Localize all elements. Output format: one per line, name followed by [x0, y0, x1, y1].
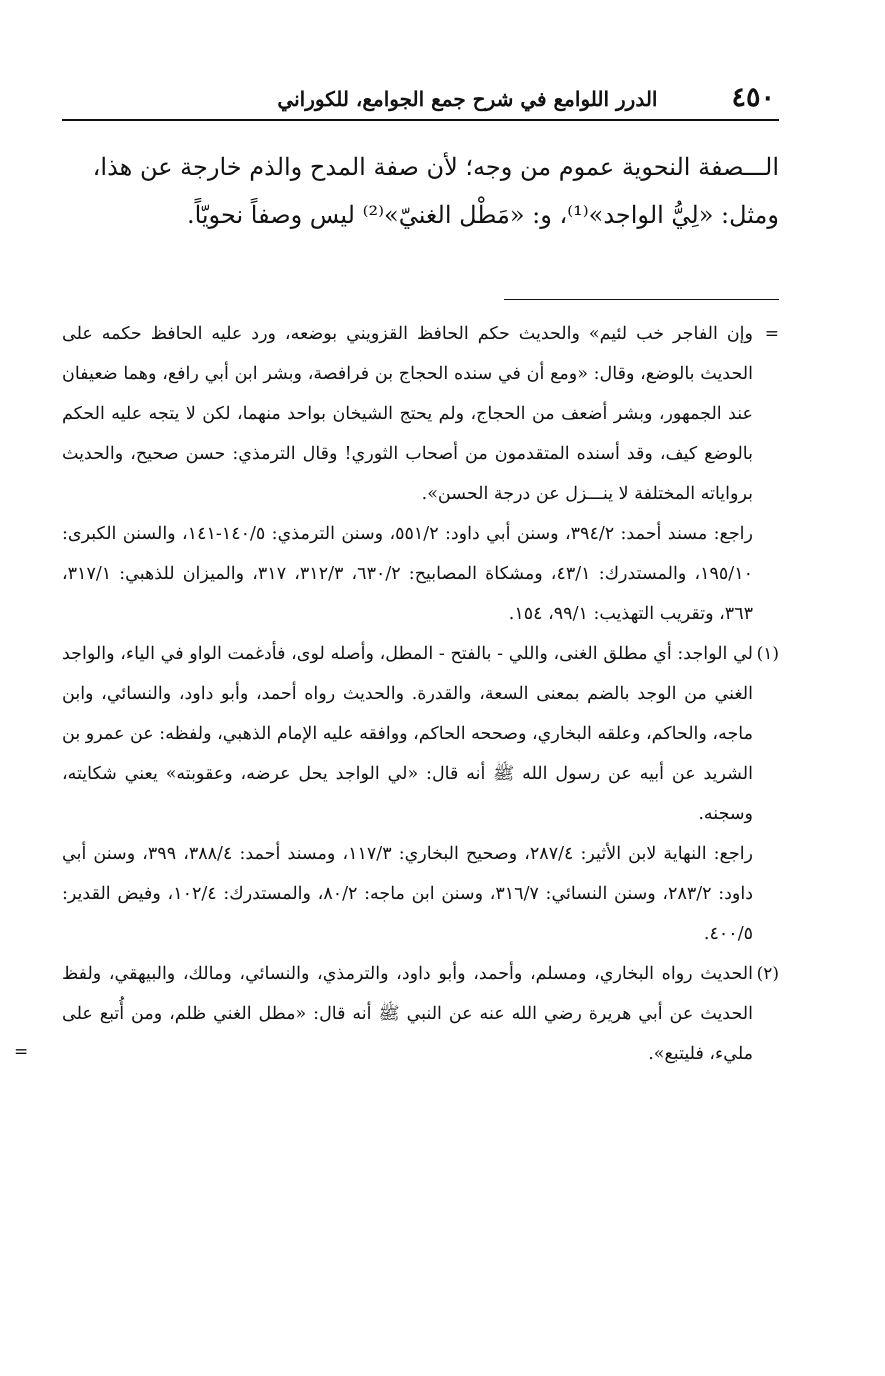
- footnote-marker: (٢): [756, 964, 779, 984]
- footnote-marker: =: [764, 324, 779, 344]
- footnote-paragraph: راجع: النهاية لابن الأثير: ٢٨٧/٤، وصحيح البخاري: ١١٧/٣، ومسند أحمد: ٣٨٨/٤، ٣٩٩، وسنن أبي داود: ٢٨٣/٢، وسنن النسائي: ٣١٦/٧، وسنن ابن ماجه: ٨٠/٢، والمستدرك: ١٠٢/٤، وفيض القدير: ٤٠٠/٥.: [62, 844, 754, 944]
- continuation-mark: =: [14, 1042, 29, 1062]
- footnote-continued: [62, 314, 779, 634]
- page-header: [62, 82, 779, 121]
- running-title: الدرر اللوامع في شرح جمع الجوامع، للكوراني: [277, 87, 658, 111]
- footnote-paragraph: راجع: مسند أحمد: ٣٩٤/٢، وسنن أبي داود: ٥٥١/٢، وسنن الترمذي: ١٤٠/٥-١٤١، والسنن الكبرى: ١٩٥/١٠، والمستدرك: ٤٣/١، ومشكاة المصابيح: ٦٣٠/٢، ٣١٢/٣، ٣١٧، والميزان للذهبي: ٣١٧/١، ٣٦٣، وتقريب التهذيب: ٩٩/١، ١٥٤.: [62, 524, 753, 624]
- page-number: ٤٥٠: [731, 82, 775, 113]
- book-page: [14, 82, 779, 1074]
- main-text-line: الـــصفة النحوية عموم من وجه؛ لأن صفة المدح والذم خارجة عن هذا،: [92, 153, 779, 181]
- main-text-line: ومثل: «لِيُّ الواجد»⁽¹⁾، و: «مَطْل الغنيّ»⁽²⁾ ليس وصفاً نحويّاً.: [186, 201, 779, 229]
- main-text: [62, 143, 779, 239]
- footnote-paragraph: لي الواجد: أي مطلق الغنى، واللي - بالفتح - المطل، وأصله لوى، فأدغمت الواو في الياء، والواجد الغني من الوجد بالضم بمعنى السعة، والقدرة. والحديث رواه أحمد، وأبو داود، والنسائي، وابن ماجه، والحاكم، وعلقه البخاري، وصححه الحاكم، ووافقه عليه الإمام الذهبي، ولفظه: عن عمرو بن الشريد عن أبيه عن رسول الله ﷺ أنه قال: «لي الواجد يحل عرضه، وعقوبته» يعني شكايته، وسجنه.: [62, 644, 753, 824]
- footnotes: [14, 314, 779, 1074]
- footnote-paragraph: الحديث رواه البخاري، ومسلم، وأحمد، وأبو داود، والترمذي، والنسائي، ومالك، والبيهقي، ولفظ الحديث عن أبي هريرة رضي الله عنه عن النبي ﷺ أنه قال: «مطل الغني ظلم، ومن أُتبع على مليء، فليتبع».: [62, 964, 753, 1064]
- footnote-1: [62, 634, 779, 954]
- footnote-paragraph: وإن الفاجر خب لئيم» والحديث حكم الحافظ القزويني بوضعه، ورد عليه الحافظ حكمه على الحديث بالوضع، وقال: «ومع أن في سنده الحجاج بن فرافصة، وبشر ابن أبي رافع، وهما ضعيفان عند الجمهور، وبشر أضعف من الحجاج، ولم يحتج الشيخان بواحد منهما، لكن لا يتجه عليه الحكم بالوضع كيف، وقد أسنده المتقدمون من أصحاب الثوري! وقال الترمذي: حسن صحيح، والحديث برواياته المختلفة لا ينـــزل عن درجة الحسن».: [62, 324, 753, 504]
- footnote-2: [14, 954, 779, 1074]
- footnote-marker: (١): [756, 644, 779, 664]
- footnote-divider: [504, 299, 779, 300]
